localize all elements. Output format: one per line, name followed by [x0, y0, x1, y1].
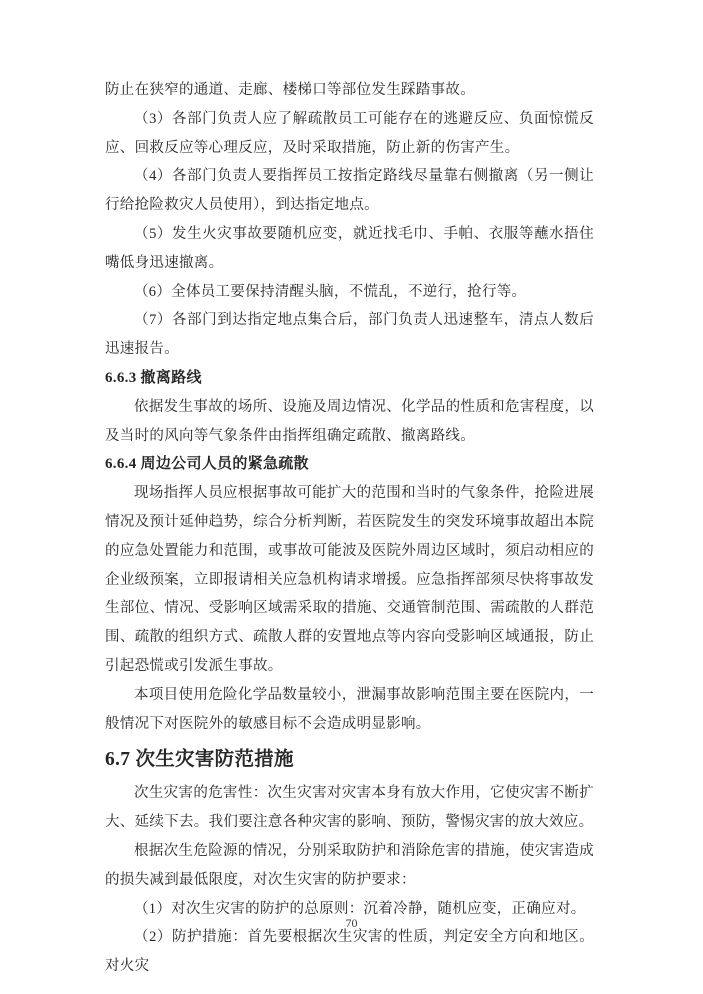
paragraph-item-3: （3）各部门负责人应了解疏散员工可能存在的逃避反应、负面惊慌反应、回救反应等心理反应，及时采取措施，防止新的伤害产生。: [105, 110, 594, 156]
heading-6-7: 6.7 次生灾害防范措施: [105, 749, 294, 771]
paragraph-item-5: （5）发生火灾事故要随机应变，就近找毛巾、手帕、衣服等蘸水捂住嘴低身迅速撤离。: [105, 225, 594, 271]
paragraph-item-7: （7）各部门到达指定地点集合后，部门负责人迅速整车，清点人数后迅速报告。: [105, 312, 594, 358]
paragraph-continuation: 防止在狭窄的通道、走廊、楼梯口等部位发生踩踏事故。: [105, 82, 475, 98]
heading-6-6-4: 6.6.4 周边公司人员的紧急疏散: [105, 456, 309, 473]
paragraph-evacuation-route: 依据发生事故的场所、设施及周边情况、化学品的性质和危害程度，以及当时的风向等气象条件由指挥组确定疏散、撤离路线。: [105, 398, 594, 444]
paragraph-item-2-protection: （2）防护措施：首先要根据次生灾害的性质，判定安全方向和地区。对火灾: [105, 929, 594, 975]
paragraph-project-impact: 本项目使用危险化学品数量较小，泄漏事故影响范围主要在医院内，一般情况下对医院外的敏感目标不会造成明显影响。: [105, 686, 594, 732]
heading-6-6-3: 6.6.3 撤离路线: [105, 369, 202, 386]
paragraph-item-1-principle: （1）对次生灾害的防护的总原则：沉着冷静，随机应变，正确应对。: [134, 900, 586, 917]
paragraph-item-6: （6）全体员工要保持清醒头脑，不慌乱，不逆行，抢行等。: [134, 283, 527, 300]
paragraph-secondary-hazard-measures: 根据次生危险源的情况，分别采取防护和消除危害的措施，使灾害造成的损失减到最低限度，对次生灾害的防护要求：: [105, 842, 594, 888]
paragraph-onsite-command: 现场指挥人员应根据事故可能扩大的范围和当时的气象条件，抢险进展情况及预计延伸趋势，综合分析判断，若医院发生的突发环境事故超出本院的应急处置能力和范围，或事故可能波及医院外周边区域时，须启动相应的企业级预案，立即报请相关应急机构请求增援。应急指挥部须尽快将事故发生部位、情况、受影响区域需采取的措施、交通管制范围、需疏散的人群范围、疏散的组织方式、疏散人群的安置地点等内容向受影响区域通报，防止引起恐慌或引发派生事故。: [105, 485, 594, 674]
document-body: [105, 76, 594, 981]
paragraph-item-4: （4）各部门负责人要指挥员工按指定路线尽量靠右侧撤离（另一侧让行给抢险救灾人员使用），到达指定地点。: [105, 168, 594, 214]
paragraph-secondary-disaster-harm: 次生灾害的危害性：次生灾害对灾害本身有放大作用，它使灾害不断扩大、延续下去。我们要注意各种灾害的影响、预防，警惕灾害的放大效应。: [105, 785, 594, 831]
page-number: 70: [345, 916, 358, 930]
